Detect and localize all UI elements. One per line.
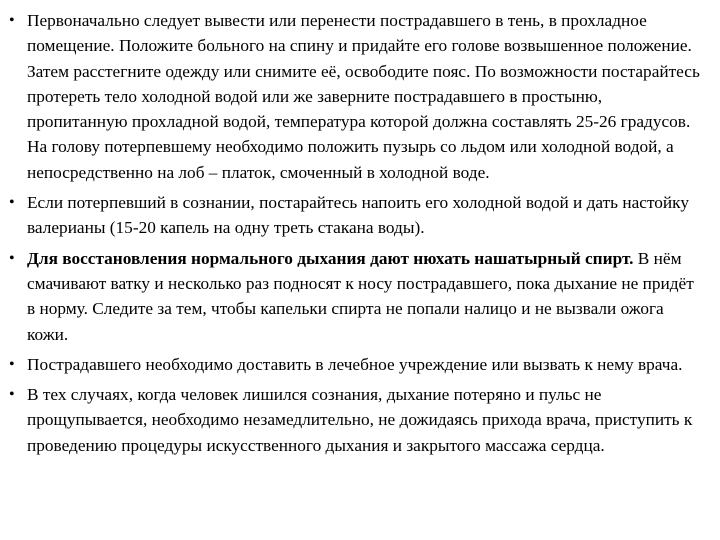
bullet-text: Если потерпевший в сознании, постарайтесь напоить его холодной водой и дать настойку валерианы (15-20 капель на одну треть стакана воды).: [27, 193, 689, 238]
bullet-item-4: [9, 352, 702, 377]
bullet-text: Пострадавшего необходимо доставить в лечебное учреждение или вызвать к нему врача.: [27, 354, 683, 374]
bullet-dot-icon: •: [9, 194, 15, 212]
bullet-text: В нём смачивают ватку и несколько раз подносят к носу пострадавшего, пока дыхание не придёт в норму. Следите за тем, чтобы капельки спирта не попали налицо и не вызвали ожога кожи.: [27, 248, 694, 344]
bullet-bold-text: Для восстановления нормального дыхания дают нюхать нашатырный спирт.: [27, 248, 634, 268]
bullet-dot-icon: •: [9, 12, 15, 29]
bullet-item-1: [9, 8, 702, 185]
bullet-dot-icon: •: [9, 355, 15, 373]
bullet-text: В тех случаях, когда человек лишился сознания, дыхание потеряно и пульс не прощупывается, необходимо незамедлительно, не дожидаясь прихода врача, приступить к проведению процедуры искусственного дыхания и закрытого массажа сердца.: [27, 385, 693, 455]
bullet-dot-icon: •: [9, 386, 15, 404]
bullet-list: [9, 8, 702, 458]
bullet-text: Первоначально следует вывести или перенести пострадавшего в тень, в прохладное помещение. Положите больного на спину и придайте его голове возвышенное положение. Затем расстегните одежду или снимите её, освободите пояс. По возможности постарайтесь протереть тело холодной водой или же заверните пострадавшего в простыню, пропитанную прохладной водой, температура которой должна составлять 25-26 градусов. На голову потерпевшему необходимо положить пузырь со льдом или холодной водой, а непосредственно на лоб – платок, смоченный в холодной воде.: [27, 11, 700, 182]
bullet-dot-icon: •: [9, 249, 15, 267]
bullet-item-3: [9, 246, 702, 347]
bullet-item-2: [9, 190, 702, 241]
bullet-item-5: [9, 382, 702, 458]
